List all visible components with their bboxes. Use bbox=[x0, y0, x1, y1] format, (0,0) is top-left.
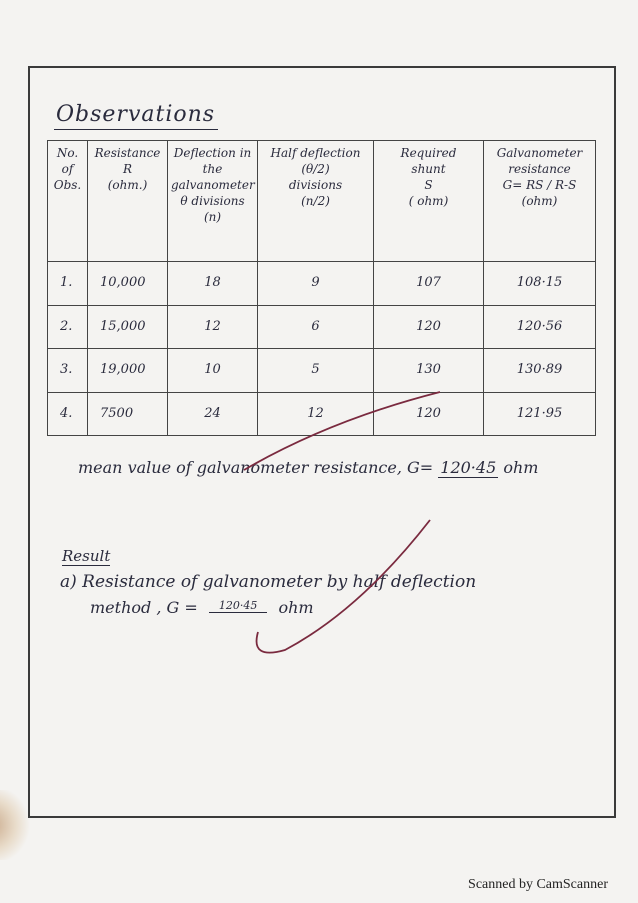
cell-resistance: 19,000 bbox=[88, 349, 168, 393]
cell-galvanometer-resistance: 121·95 bbox=[484, 392, 596, 436]
table-row bbox=[48, 262, 596, 306]
cell-resistance: 7500 bbox=[88, 392, 168, 436]
mean-value: 120·45 bbox=[440, 458, 497, 477]
result-title: Result bbox=[62, 547, 111, 565]
scanner-footer: Scanned by CamScanner bbox=[468, 877, 608, 892]
cell-shunt: 120 bbox=[374, 305, 484, 349]
heading-underline bbox=[54, 129, 218, 130]
mean-value-line bbox=[78, 458, 538, 477]
cell-galvanometer-resistance: 130·89 bbox=[484, 349, 596, 393]
result-g-value: 120·45 bbox=[209, 599, 268, 613]
cell-shunt: 107 bbox=[374, 262, 484, 306]
cell-half-deflection: 9 bbox=[258, 262, 374, 306]
cell-shunt: 130 bbox=[374, 349, 484, 393]
table-header-row bbox=[48, 141, 596, 262]
cell-half-deflection: 6 bbox=[258, 305, 374, 349]
cell-half-deflection: 12 bbox=[258, 392, 374, 436]
mean-unit: ohm bbox=[503, 458, 539, 477]
cell-resistance: 15,000 bbox=[88, 305, 168, 349]
result-line-a2 bbox=[90, 598, 314, 617]
table-row bbox=[48, 349, 596, 393]
result-unit: ohm bbox=[278, 598, 314, 617]
cell-obs-no: 4. bbox=[48, 392, 88, 436]
table-row bbox=[48, 305, 596, 349]
cell-shunt: 120 bbox=[374, 392, 484, 436]
header-half-deflection: Half deflection (θ/2) divisions (n/2) bbox=[258, 141, 374, 262]
cell-resistance: 10,000 bbox=[88, 262, 168, 306]
result-method-label: method , G = bbox=[90, 598, 198, 617]
cell-obs-no: 1. bbox=[48, 262, 88, 306]
header-resistance: Resistance R (ohm.) bbox=[88, 141, 168, 262]
header-obs-no: No. of Obs. bbox=[48, 141, 88, 262]
observations-heading: Observations bbox=[56, 102, 216, 127]
cell-obs-no: 2. bbox=[48, 305, 88, 349]
header-galvanometer-resistance: Galvanometer resistance G= RS / R-S (ohm) bbox=[484, 141, 596, 262]
cell-deflection: 18 bbox=[168, 262, 258, 306]
cell-half-deflection: 5 bbox=[258, 349, 374, 393]
page-edge-stain bbox=[0, 790, 30, 860]
cell-galvanometer-resistance: 120·56 bbox=[484, 305, 596, 349]
cell-deflection: 24 bbox=[168, 392, 258, 436]
observation-table bbox=[47, 140, 596, 436]
cell-galvanometer-resistance: 108·15 bbox=[484, 262, 596, 306]
header-deflection: Deflection in the galvanometer θ divisions (n) bbox=[168, 141, 258, 262]
mean-label: mean value of galvanometer resistance, G= bbox=[78, 458, 434, 477]
cell-deflection: 12 bbox=[168, 305, 258, 349]
result-line-a: a) Resistance of galvanometer by half deflection bbox=[60, 572, 477, 592]
table-row bbox=[48, 392, 596, 436]
cell-deflection: 10 bbox=[168, 349, 258, 393]
header-required-shunt: Required shunt S ( ohm) bbox=[374, 141, 484, 262]
cell-obs-no: 3. bbox=[48, 349, 88, 393]
